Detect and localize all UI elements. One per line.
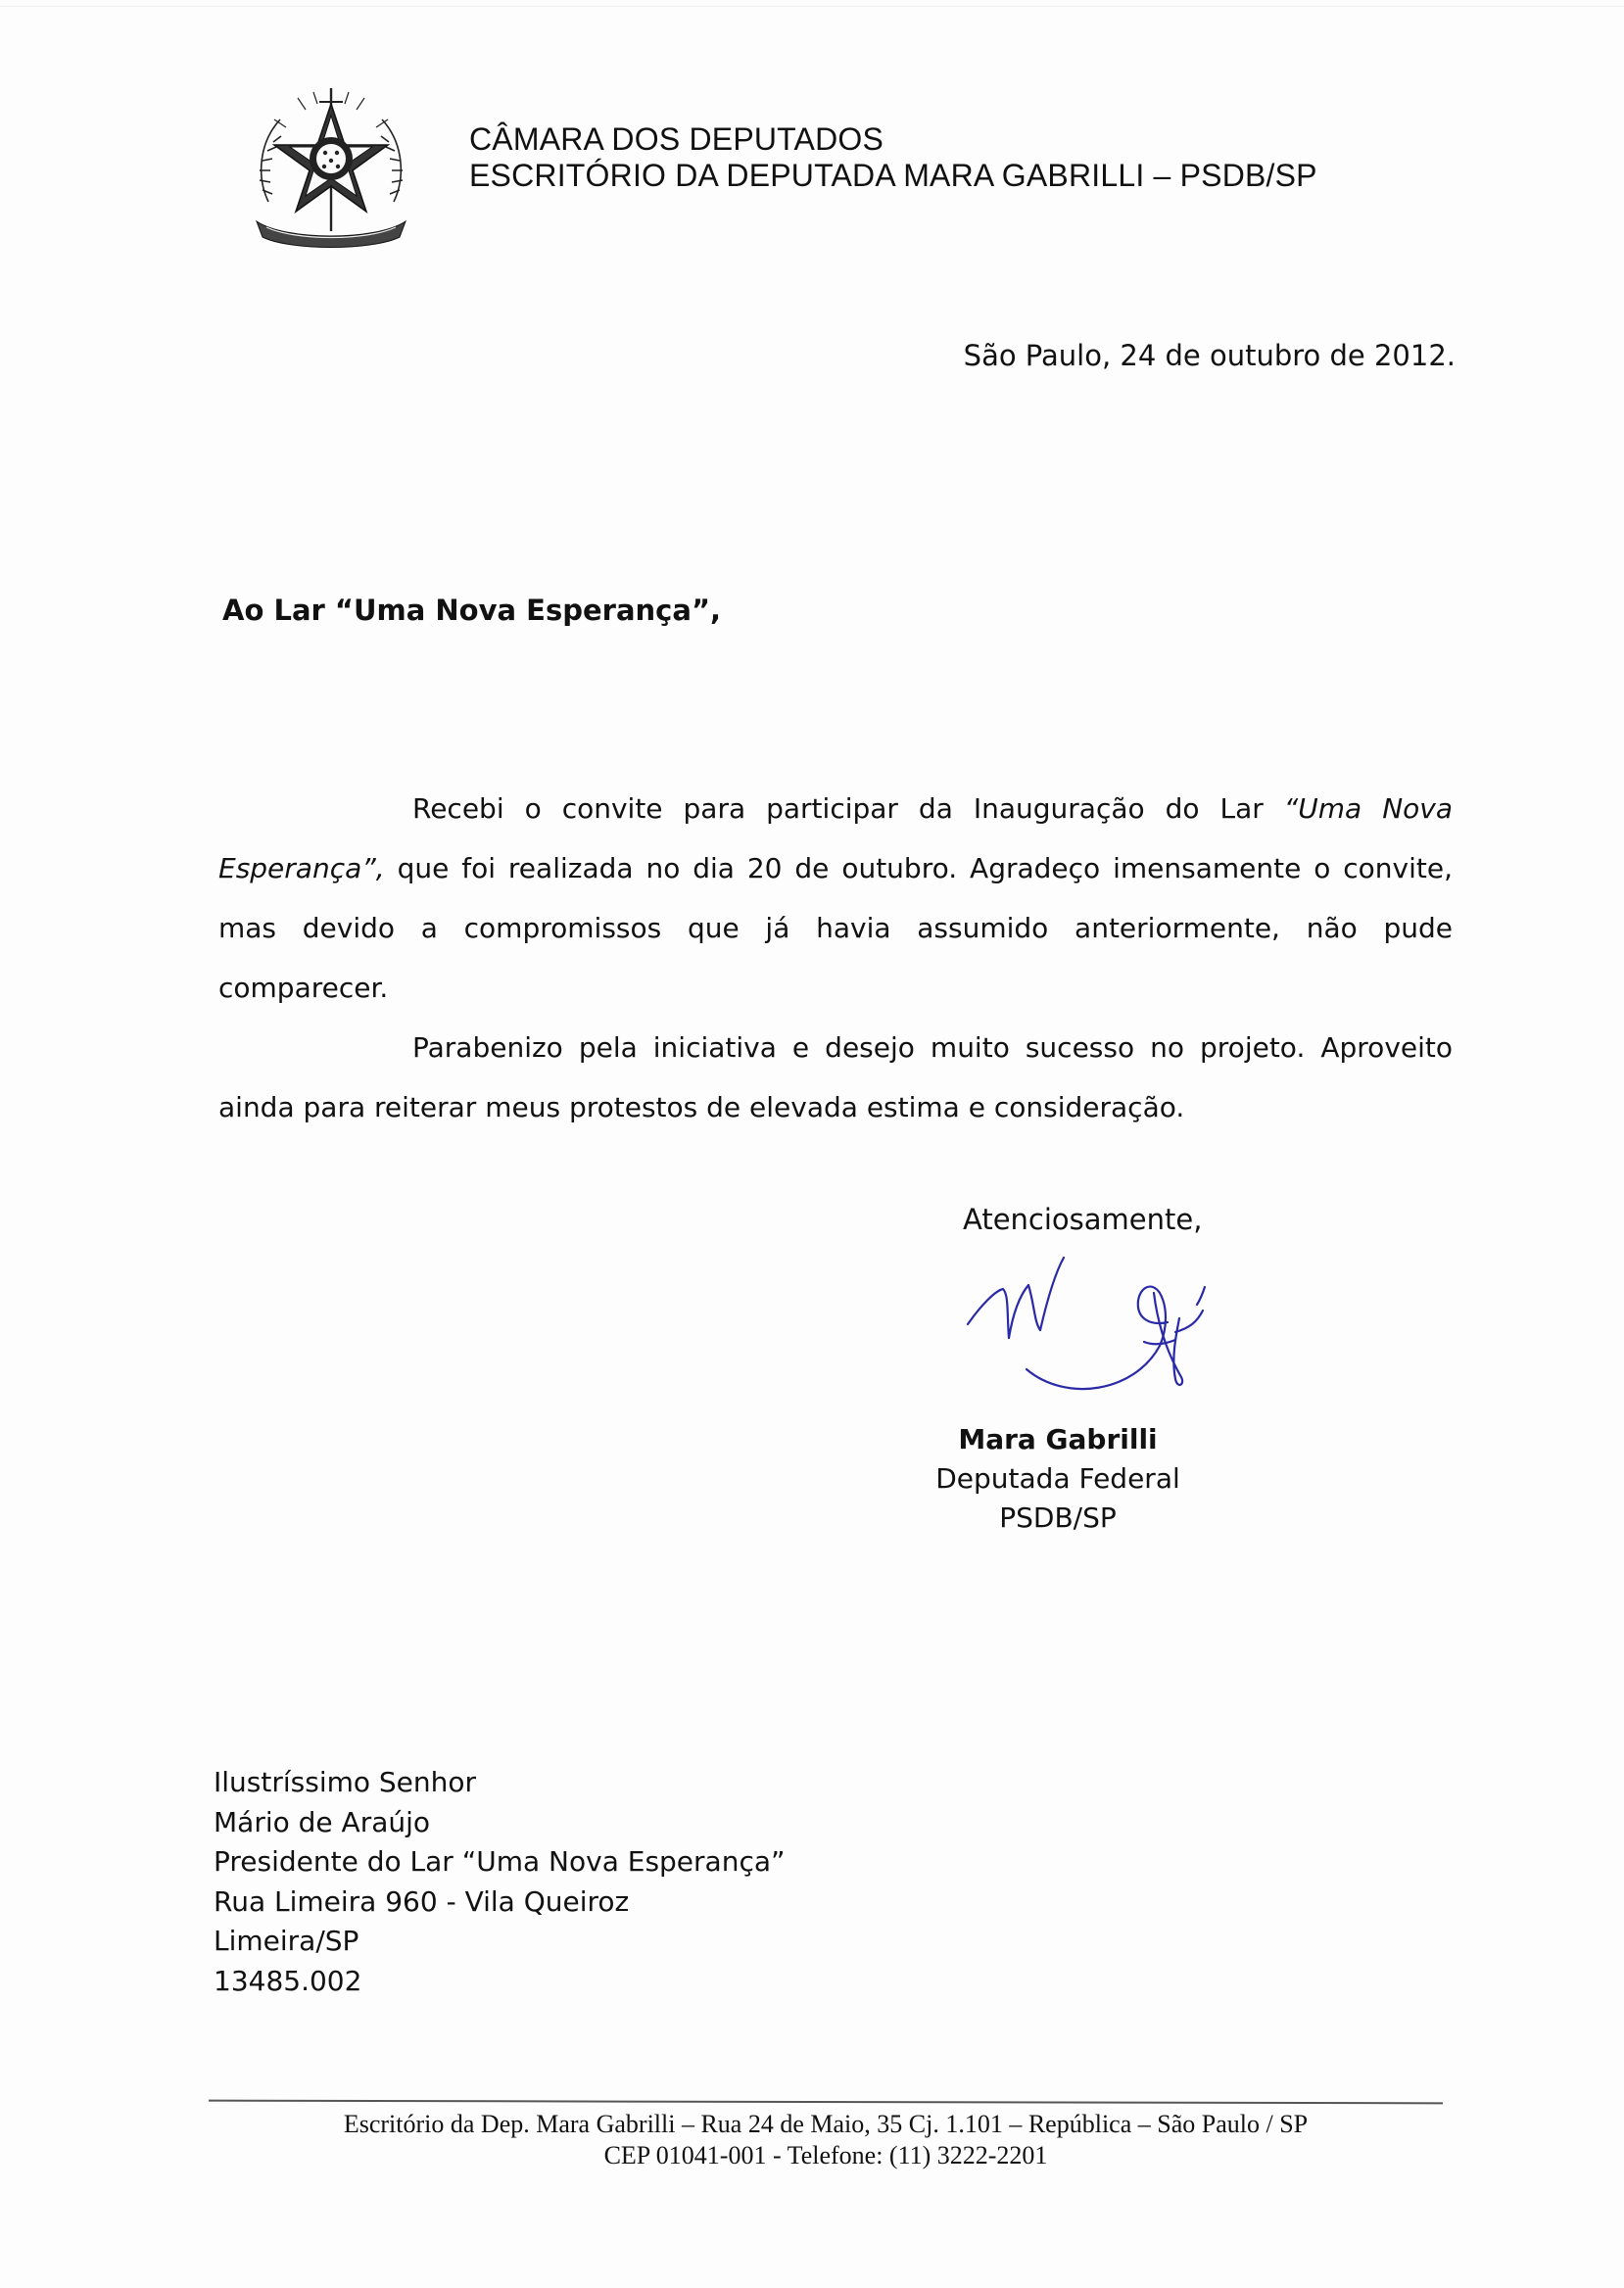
- signer-role: Deputada Federal: [935, 1462, 1180, 1495]
- body-paragraph-2: Parabenizo pela iniciativa e desejo muito sucesso no projeto. Aproveito ainda para reiterar meus protestos de elevada estima e consideração.: [218, 1031, 1453, 1123]
- letterhead: [469, 121, 1317, 194]
- recipient-line: 13485.002: [214, 1964, 362, 1997]
- body-p1-italic: “Uma Nova Esperança”,: [218, 792, 1454, 884]
- brazil-coat-of-arms-icon: [247, 84, 415, 253]
- letter-closing: Atenciosamente,: [963, 1203, 1203, 1236]
- signer-party: PSDB/SP: [999, 1502, 1117, 1534]
- recipient-line: Ilustríssimo Senhor: [214, 1766, 477, 1798]
- body-p1-start: Recebi o convite para participar da Inauguração do Lar: [412, 792, 1284, 825]
- footer-divider: [209, 2100, 1443, 2105]
- recipient-line: Limeira/SP: [214, 1925, 359, 1957]
- letter-greeting: Ao Lar “Uma Nova Esperança”,: [222, 594, 722, 627]
- scan-edge-line: [0, 6, 1624, 7]
- footer-address: Escritório da Dep. Mara Gabrilli – Rua 24 de Maio, 35 Cj. 1.101 – República – São Paulo / SP: [343, 2110, 1309, 2138]
- letter-footer: [209, 2109, 1443, 2171]
- letterhead-institution: CÂMARA DOS DEPUTADOS: [469, 121, 884, 157]
- recipient-line: Rua Limeira 960 - Vila Queiroz: [214, 1884, 630, 1918]
- recipient-line: Mário de Araújo: [214, 1805, 431, 1838]
- footer-contact: CEP 01041-001 - Telefone: (11) 3222-2201: [603, 2141, 1048, 2169]
- signer-name: Mara Gabrilli: [958, 1423, 1158, 1455]
- recipient-line: Presidente do Lar “Uma Nova Esperança”: [214, 1845, 786, 1878]
- body-p1-end: que foi realizada no dia 20 de outubro. Agradeço imensamente o convite, mas devido a compromissos que já havia assumido anteriormente, não pude comparecer.: [218, 852, 1453, 1004]
- letter-body: [218, 779, 1453, 1137]
- handwritten-signature: [958, 1236, 1242, 1422]
- letterhead-office: ESCRITÓRIO DA DEPUTADA MARA GABRILLI – PSDB/SP: [469, 158, 1317, 193]
- letter-date: São Paulo, 24 de outubro de 2012.: [963, 339, 1456, 372]
- recipient-address: [214, 1763, 786, 2001]
- body-paragraph-1: [218, 779, 1453, 1018]
- signer-block: [911, 1420, 1205, 1538]
